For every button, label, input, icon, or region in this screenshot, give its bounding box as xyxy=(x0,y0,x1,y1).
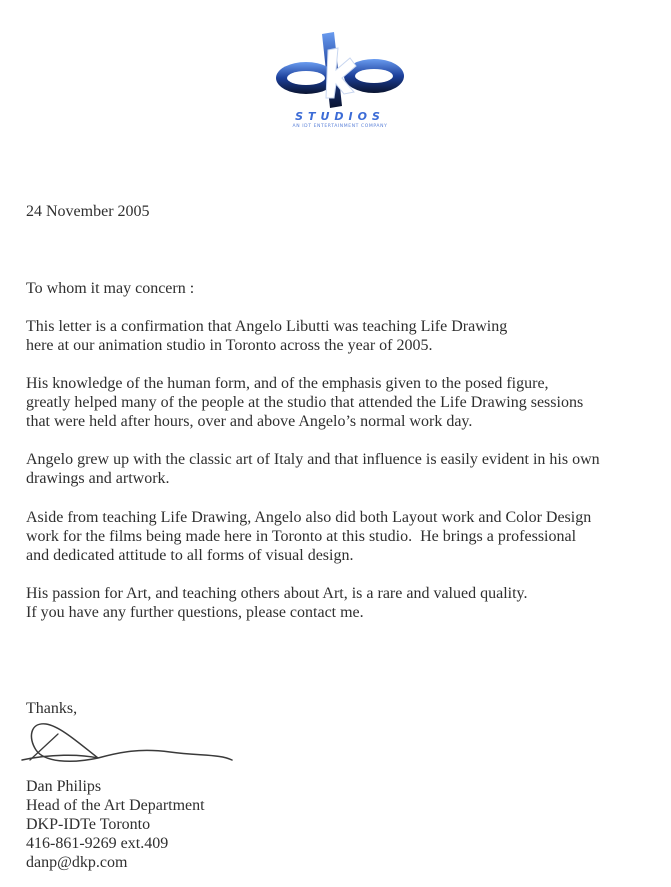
handwritten-signature xyxy=(20,718,240,773)
paragraph-2-line-2: greatly helped many of the people at the studio that attended the Life Drawing sessions xyxy=(26,394,584,411)
paragraph-4-line-3: and dedicated attitude to all forms of visual design. xyxy=(26,547,354,564)
paragraph-3-line-2: drawings and artwork. xyxy=(26,470,170,487)
signer-title: Head of the Art Department xyxy=(26,797,205,814)
signer-name: Dan Philips xyxy=(26,778,102,795)
paragraph-4-line-1: Aside from teaching Life Drawing, Angelo also did both Layout work and Color Design xyxy=(26,509,592,526)
salutation: To whom it may concern : xyxy=(26,280,195,297)
brand-tagline: AN IDT ENTERTAINMENT COMPANY xyxy=(292,124,388,129)
paragraph-4-line-2: work for the films being made here in Toronto at this studio. He brings a professional xyxy=(26,528,577,545)
paragraph-2-line-1: His knowledge of the human form, and of the emphasis given to the posed figure, xyxy=(26,375,549,392)
dkp-logo-icon xyxy=(270,28,410,113)
letter-date: 24 November 2005 xyxy=(26,203,150,220)
closing: Thanks, xyxy=(26,700,78,717)
signer-company: DKP-IDTe Toronto xyxy=(26,816,151,833)
signature-icon xyxy=(20,718,240,768)
paragraph-5-line-1: His passion for Art, and teaching others about Art, is a rare and valued quality. xyxy=(26,585,528,602)
paragraph-3-line-1: Angelo grew up with the classic art of Italy and that influence is easily evident in his own xyxy=(26,451,600,468)
paragraph-1-line-1: This letter is a confirmation that Angelo Libutti was teaching Life Drawing xyxy=(26,318,508,335)
paragraph-1-line-2: here at our animation studio in Toronto across the year of 2005. xyxy=(26,337,433,354)
paragraph-5-line-2: If you have any further questions, please contact me. xyxy=(26,604,364,621)
paragraph-2-line-3: that were held after hours, over and above Angelo’s normal work day. xyxy=(26,413,473,430)
brand-name: STUDIOS xyxy=(295,110,385,123)
signer-email[interactable]: danp@dkp.com xyxy=(26,854,128,871)
signer-phone: 416-861-9269 ext.409 xyxy=(26,835,169,852)
